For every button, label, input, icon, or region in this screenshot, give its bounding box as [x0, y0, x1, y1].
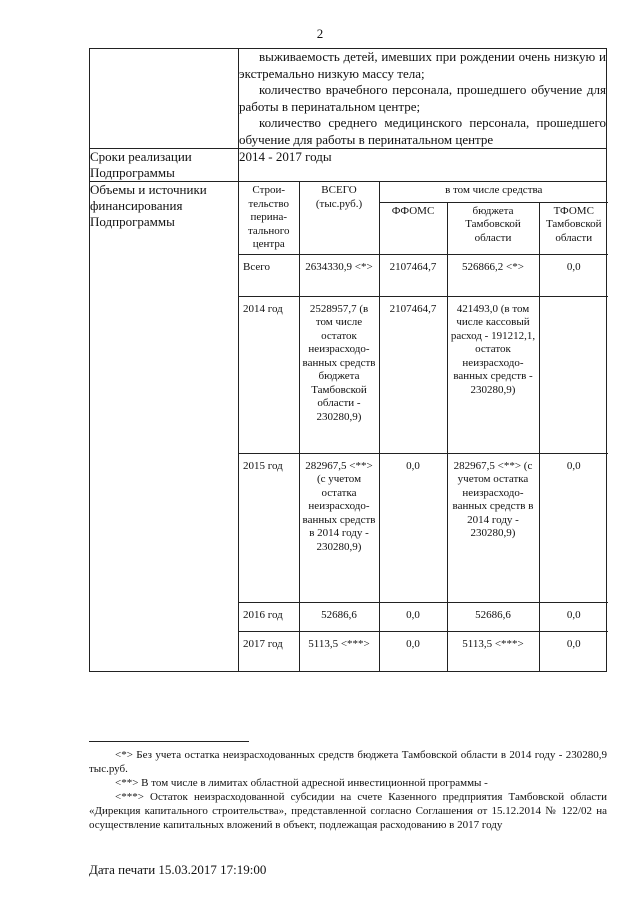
- financing-row: [90, 182, 607, 672]
- footnote-rule: [89, 741, 249, 742]
- period-label: Сроки реализации Подпрограммы: [90, 149, 239, 182]
- financing-label: Объемы и источники финансирования Подпрограммы: [90, 182, 239, 672]
- row-ffoms: 0,0: [379, 602, 447, 631]
- header-total: ВСЕГО (тыс.руб.): [299, 182, 379, 254]
- row-tfoms: 0,0: [539, 254, 608, 296]
- footnote: <***> Остаток неизрасходованной субсидии на счете Казенного предприятия Тамбовской области «Дирекция капитального строительства», представленной согласно Соглашения от 15.12.2014 № 122/02 на осуществление капитальных вложений в объект, подлежащая расходованию в 2017 году: [89, 791, 607, 831]
- header-incl: в том числе средства: [379, 182, 608, 202]
- outcome-paragraph: количество среднего медицинского персонала, прошедшего обучение для работы в перинатальном центре: [239, 115, 606, 147]
- footnote: <**> В том числе в лимитах областной адресной инвестиционной программы -: [115, 777, 488, 789]
- row-tfoms: 0,0: [539, 602, 608, 631]
- footnotes: [89, 741, 607, 832]
- header-budget: бюджета Тамбовской области: [447, 202, 539, 254]
- row-budget: 5113,5 <***>: [447, 631, 539, 671]
- row-label: Всего: [239, 254, 299, 296]
- outcomes-cell: [239, 49, 607, 149]
- row-tfoms: 0,0: [539, 453, 608, 602]
- period-row: [90, 149, 607, 182]
- outcome-paragraph: количество врачебного персонала, прошедшего обучение для работы в перинатальном центре;: [239, 82, 606, 114]
- footnote: <*> Без учета остатка неизрасходованных средств бюджета Тамбовской области в 2014 году - 230280,9 тыс.руб.: [89, 749, 607, 775]
- header-tfoms: ТФОМС Тамбовской области: [539, 202, 608, 254]
- row-ffoms: 2107464,7: [379, 254, 447, 296]
- row-ffoms: 0,0: [379, 453, 447, 602]
- financing-table: [239, 182, 608, 671]
- print-date: Дата печати 15.03.2017 17:19:00: [89, 862, 267, 877]
- row-budget: 421493,0 (в том числе кассовый расход - 191212,1, остаток неизрасходо-ванных средств - 230280,9): [447, 296, 539, 453]
- row-budget: 526866,2 <*>: [447, 254, 539, 296]
- fin-header-row: [239, 182, 608, 202]
- outcome-paragraph: выживаемость детей, имевших при рождении очень низкую и экстремально низкую массу тела;: [239, 49, 606, 81]
- row-label: 2016 год: [239, 602, 299, 631]
- row-label: 2014 год: [239, 296, 299, 453]
- row-ffoms: 2107464,7: [379, 296, 447, 453]
- financing-cell: [239, 182, 607, 672]
- row-total: 2528957,7 (в том числе остаток неизрасходо-ванных средств бюджета Тамбовской области - 230280,9): [299, 296, 379, 453]
- header-construction: Строи-тельство перина-тального центра: [239, 182, 299, 254]
- row-total: 5113,5 <***>: [299, 631, 379, 671]
- table-row: [239, 631, 608, 671]
- table-row: [239, 453, 608, 602]
- row-total: 282967,5 <**> (с учетом остатка неизрасходо-ванных средств в 2014 году - 230280,9): [299, 453, 379, 602]
- row-label: 2017 год: [239, 631, 299, 671]
- page-number: 2: [316, 26, 324, 41]
- row-label: 2015 год: [239, 453, 299, 602]
- row-tfoms: [539, 296, 608, 453]
- row-total: 52686,6: [299, 602, 379, 631]
- table-row: [239, 602, 608, 631]
- outcomes-left-cell: [90, 49, 239, 149]
- row-ffoms: 0,0: [379, 631, 447, 671]
- table-row: [239, 254, 608, 296]
- row-budget: 52686,6: [447, 602, 539, 631]
- row-total: 2634330,9 <*>: [299, 254, 379, 296]
- row-budget: 282967,5 <**> (с учетом остатка неизрасходо-ванных средств в 2014 году - 230280,9): [447, 453, 539, 602]
- table-row: [239, 296, 608, 453]
- row-tfoms: 0,0: [539, 631, 608, 671]
- header-ffoms: ФФОМС: [379, 202, 447, 254]
- passport-table: [89, 48, 607, 672]
- outcomes-row: [90, 49, 607, 149]
- period-value: 2014 - 2017 годы: [239, 149, 607, 182]
